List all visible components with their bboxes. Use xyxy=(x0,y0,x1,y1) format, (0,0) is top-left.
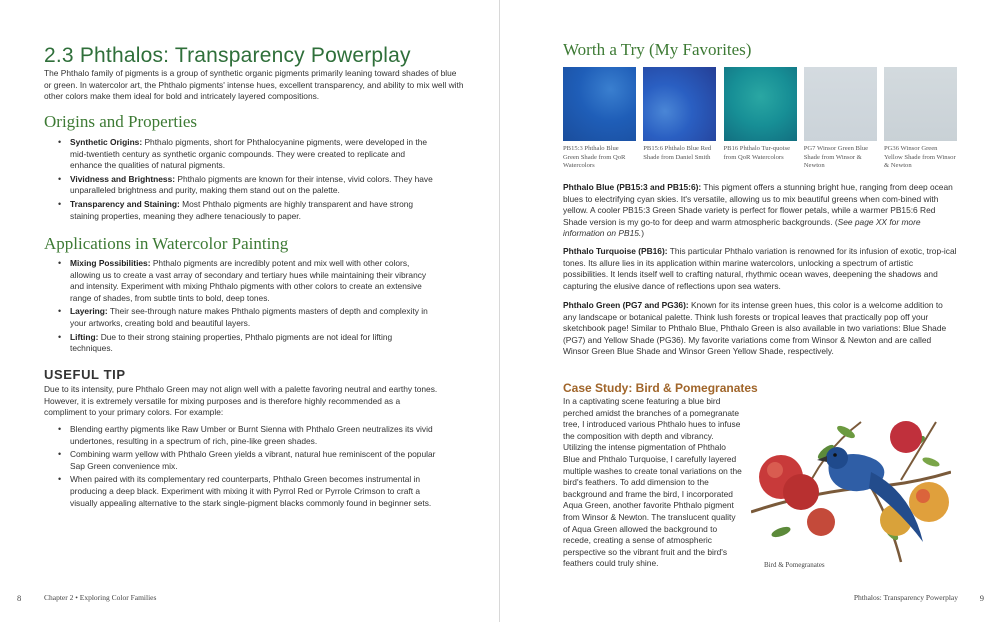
list-item: • When paired with its complementary red counterparts, Phthalo Green becomes instrumental in producing a deep black. Experiment with mixing it with Pyrrol Red or Pyrrole Crimson to craft a visually appealing alternative to the stark single-pigment blacks commonly found in beginner sets. xyxy=(58,474,436,509)
swatch-pg36 xyxy=(884,67,957,171)
phthalo-blue-paragraph xyxy=(563,182,957,240)
swatch-chip xyxy=(724,67,797,141)
item-term: Vividness and Brightness: xyxy=(70,173,176,184)
list-item: • Combining warm yellow with Phthalo Green yields a vibrant, natural hue reminiscent of the popular Sap Green convenience mix. xyxy=(58,449,436,472)
footer-section-title: Phthalos: Transparency Powerplay xyxy=(853,593,958,602)
swatch-pb15-3 xyxy=(563,67,636,171)
para-text: This particular Phthalo variation is renowned for its infusion of exotic, trop-ical tones. Its allure lies in its application within marine watercolors, unlocking a spectrum of artistic possibilities. It lends itself well to crafting natural, rhythmic ocean waves, deepening the shadows and capturing the elusive dance of reflections upon sea waters. xyxy=(563,246,957,291)
item-term: Synthetic Origins: xyxy=(70,137,143,147)
tip-heading: USEFUL TIP xyxy=(44,367,126,382)
swatch-chip xyxy=(884,67,957,141)
list-item xyxy=(58,306,436,329)
para-text: Known for its intense green hues, this color is a welcome addition to any landscape or botanical palette. Think lush forests or tropical leaves that practically pop off your sketchbook page! Similar to Phthalo Blue, Phthalo Green is also available in two variations: Blue Shade (PG7) and Yellow Shade (PG36). My favorite variations come from Winsor & Newton and are called Winsor Green Blue Shade and Winsor Green Yellow Shade, respectively. xyxy=(563,300,947,357)
case-study-heading: Case Study: Bird & Pomegranates xyxy=(563,381,758,395)
page-number-right: 9 xyxy=(979,593,984,603)
para-term: Phthalo Blue (PB15:3 and PB15:6): xyxy=(563,182,702,192)
list-item xyxy=(58,199,436,222)
para-term: Phthalo Green (PG7 and PG36): xyxy=(563,300,689,310)
list-item xyxy=(58,137,436,172)
swatch-pb15-6 xyxy=(643,67,716,171)
swatch-chip xyxy=(643,67,716,141)
item-text: Phthalo pigments are incredibly potent and mix well with other colors, allowing us to create a vast array of secondary and tertiary hues while maintaining their vibrancy and intensity. Experiment with mixing Phthalo pigments with other colors to create an extensive range of shades, from subtle tints to bold, deep tones. xyxy=(70,258,427,303)
swatch-caption: PG36 Winsor Green Yellow Shade from Winsor & Newton xyxy=(884,145,956,170)
item-term: Lifting: xyxy=(70,331,99,342)
swatch-chip xyxy=(563,67,636,141)
list-item xyxy=(58,174,436,197)
right-page xyxy=(501,0,1000,622)
case-study-paragraph: In a captivating scene featuring a blue bird perched amidst the branches of a pomegranate tree, I introduced various Phthalo hues to infuse the composition with depth and vibrancy. Utilizing the intense pigmentation of Phthalo Blue and Phthalo Turquoise, I carefully layered multiple washes to create tonal variations on the bird's feathers. To add dimension to the background and frame the bird, I incorporated Aqua Green, another favorite Phthalo pigment from Winsor & Newton. The translucent quality of Aqua Green allowed the background to recede, creating a sense of atmospheric perspective so the vibrant fruit and the bird's feathers could truly shine. xyxy=(563,396,742,569)
phthalo-turquoise-paragraph xyxy=(563,246,957,292)
item-text: Phthalo pigments, short for Phthalocyanine pigments, were developed in the mid-twentieth century as synthetic organic compounds. They were created to replicate and enhance the qualities of natural pigments. xyxy=(70,137,428,171)
item-text: Their see-through nature makes Phthalo pigments masters of depth and complexity in your artworks, creating bold and beautiful layers. xyxy=(70,306,428,328)
item-term: Layering: xyxy=(70,306,108,317)
para-term: Phthalo Turquoise (PB16): xyxy=(563,246,668,256)
list-item xyxy=(58,258,436,304)
item-text: Due to their strong staining properties, Phthalo pigments are not ideal for lifting techniques. xyxy=(70,331,393,354)
swatch-caption: PB15:6 Phthalo Blue Red Shade from Daniel Smith xyxy=(643,145,712,161)
item-text: Phthalo pigments are known for their intense, vivid colors. They have unparalleled brightness and purity, making them stand out on the palette. xyxy=(70,173,433,196)
swatch-row xyxy=(563,67,957,171)
applications-list xyxy=(58,258,436,357)
bird-pomegranate-illustration xyxy=(751,392,951,587)
page-number-left: 8 xyxy=(17,593,22,603)
swatch-caption: PG7 Winsor Green Blue Shade from Winsor & Newton xyxy=(803,145,869,170)
swatch-caption: PB15:3 Phthalo Blue Green Shade from QoR Watercolors xyxy=(563,145,626,170)
swatch-caption: PB16 Phthalo Tur-quoise from QoR Watercolors xyxy=(723,145,791,161)
footer-chapter: Chapter 2 • Exploring Color Families xyxy=(44,593,157,602)
item-text: Most Phthalo pigments are highly transparent and have strong staining properties, meaning they adhere tenaciously to paper. xyxy=(70,198,414,221)
illustration-caption: Bird & Pomegranates xyxy=(764,561,825,569)
para-end: ) xyxy=(641,228,645,239)
para-note: See page XX for more information on PB15. xyxy=(563,216,921,239)
swatch-pg7 xyxy=(804,67,877,171)
list-item xyxy=(58,332,436,355)
origins-list xyxy=(58,137,436,224)
origins-heading: Origins and Properties xyxy=(44,112,197,131)
item-term: Transparency and Staining: xyxy=(70,198,180,209)
item-term: Mixing Possibilities: xyxy=(70,258,151,268)
tip-list xyxy=(58,424,436,511)
swatch-chip xyxy=(804,67,877,141)
intro-paragraph: The Phthalo family of pigments is a group of synthetic organic pigments primarily leaning toward shades of blue or green. In watercolor art, the Phthalo pigments' intense hues, excellent transparency, and ability to mix well with other colors make them ideal for bold and intricately layered compositions. xyxy=(44,68,464,102)
section-title: 2.3 Phthalos: Transparency Powerplay xyxy=(44,44,411,67)
para-text: This pigment offers a stunning bright hue, ranging from deep ocean blues to electrifying cyan skies. It's versatile, allowing us to mix beautiful greens when com-bined with yellow. A cooler PB15:3 Green Shade variety is perfect for flower petals, while a warmer PB15:6 Red Shade version is my go-to for deep and warm atmospheric backgrounds. ( xyxy=(563,182,953,227)
applications-heading: Applications in Watercolor Painting xyxy=(44,234,289,253)
worth-heading: Worth a Try (My Favorites) xyxy=(563,40,752,59)
tip-paragraph: Due to its intensity, pure Phthalo Green may not align well with a palette favoring neutral and earthy tones. However, it is extremely versatile for mixing purposes and is therefore highly recommended as a compliment to your primary colors. For example: xyxy=(44,384,438,418)
list-item: • Blending earthy pigments like Raw Umber or Burnt Sienna with Phthalo Green neutralizes its vivid undertones, resulting in a spectrum of rich, pine-like green shades. xyxy=(58,424,436,447)
phthalo-green-paragraph xyxy=(563,300,957,358)
swatch-pb16 xyxy=(724,67,797,171)
